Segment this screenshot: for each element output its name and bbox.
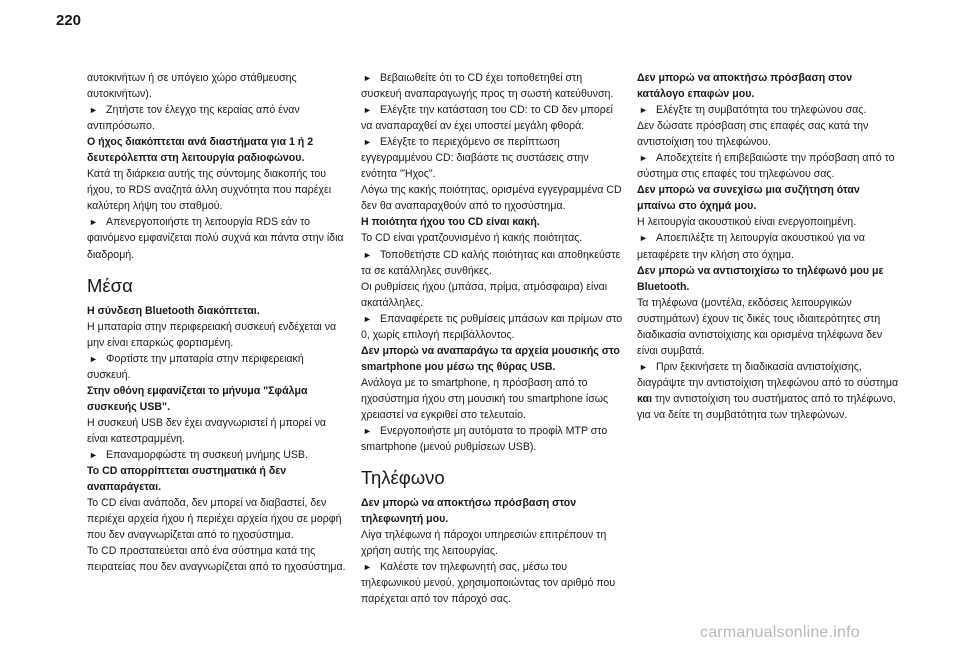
issue-title: Δεν μπορώ να αντιστοιχίσω το τηλέφωνό μου με Bluetooth. (637, 264, 884, 293)
body-text: Δεν δώσατε πρόσβαση στις επαφές σας κατά την αντιστοίχιση του τηλεφώνου. (637, 120, 869, 149)
action-step (361, 70, 623, 102)
arrow-bullet-icon: ► (363, 137, 372, 148)
arrow-bullet-icon: ► (363, 562, 372, 573)
body-text: Η μπαταρία στην περιφερειακή συσκευή ενδέχεται να μην είναι επαρκώς φορτισμένη. (87, 320, 337, 349)
body-text: Τα τηλέφωνα (μοντέλα, εκδόσεις λειτουργικών συστημάτων) έχουν τις δικές τους ιδιαιτερότητες στη διαδικασία αντιστοίχισης και ορισμένα τηλέφωνα δεν είναι συμβατά. (637, 296, 883, 357)
arrow-bullet-icon: ► (89, 353, 98, 364)
action-step (361, 134, 623, 182)
watermark: carmanualsonline.info (700, 624, 860, 641)
action-step (637, 359, 899, 423)
arrow-bullet-icon: ► (89, 449, 98, 460)
arrow-bullet-icon: ► (639, 233, 648, 244)
arrow-bullet-icon: ► (363, 249, 372, 260)
body-text: Το CD προστατεύεται από ένα σύστημα κατά της πειρατείας που δεν αναγνωρίζεται από το ηχοσύστημα. (87, 545, 346, 574)
body-text: Η συσκευή USB δεν έχει αναγνωριστεί ή μπορεί να είναι κατεστραμμένη. (87, 416, 326, 445)
action-step-text: Ενεργοποιήστε μη αυτόματα το προφίλ MTP στο smartphone (μενού ρυθμίσεων USB). (361, 425, 608, 454)
action-step (637, 102, 899, 118)
arrow-bullet-icon: ► (639, 105, 648, 116)
arrow-bullet-icon: ► (639, 361, 648, 372)
issue-title: Δεν μπορώ να συνεχίσω μια συζήτηση όταν μπαίνω στο όχημά μου. (637, 184, 860, 213)
action-step-text: Αποδεχτείτε ή επιβεβαιώστε την πρόσβαση από το σύστημα στις επαφές του τηλεφώνου σας. (637, 152, 895, 181)
issue-title: Στην οθόνη εμφανίζεται το μήνυμα "Σφάλμα συσκευής USB". (87, 384, 308, 413)
action-step-text: Τοποθετήστε CD καλής ποιότητας και αποθηκεύστε τα σε κατάλληλες συνθήκες. (361, 248, 621, 277)
issue-title: Δεν μπορώ να αποκτήσω πρόσβαση στον κατάλογο επαφών μου. (637, 72, 853, 101)
action-step-text: Επαναμορφώστε τη συσκευή μνήμης USB. (106, 448, 308, 461)
column-3 (637, 70, 899, 423)
action-step-text: Βεβαιωθείτε ότι το CD έχει τοποθετηθεί στη συσκευή αναπαραγωγής προς τη σωστή κατεύθυνση. (361, 72, 614, 101)
action-step-text: την αντιστοίχιση του συστήματος από το τηλέφωνο, για να δείτε τη συμβατότητα των τηλεφώνων. (637, 392, 896, 421)
column-1 (87, 70, 349, 575)
action-step-text: Επαναφέρετε τις ρυθμίσεις μπάσων και πρίμων στο 0, χωρίς επιλογή περιβάλλοντος. (361, 312, 623, 341)
column-2 (361, 70, 623, 607)
action-step (87, 351, 349, 383)
issue-title: Δεν μπορώ να αναπαράγω τα αρχεία μουσικής στο smartphone μου μέσω της θύρας USB. (361, 344, 620, 373)
body-text: Λόγω της κακής ποιότητας, ορισμένα εγγεγραμμένα CD δεν θα αναπαραχθούν από το ηχοσύστημα. (361, 184, 622, 213)
action-step (87, 214, 349, 262)
action-step-text: Αποεπιλέξτε τη λειτουργία ακουστικού για να μεταφέρετε την κλήση στο όχημα. (637, 232, 865, 261)
action-step-text: Καλέστε τον τηλεφωνητή σας, μέσω του τηλεφωνικού μενού, χρησιμοποιώντας τον αριθμό που παρέχεται από τον πάροχό σας. (361, 561, 616, 606)
arrow-bullet-icon: ► (363, 105, 372, 116)
body-text: Το CD είναι ανάποδα, δεν μπορεί να διαβαστεί, δεν περιέχει αρχεία ήχου ή περιέχει αρχεία ήχου σε μορφή που δεν αναγνωρίζεται από το ηχοσύστημα. (87, 497, 342, 542)
arrow-bullet-icon: ► (89, 105, 98, 116)
action-step (361, 311, 623, 343)
issue-title: Το CD απορρίπτεται συστηματικά ή δεν αναπαράγεται. (87, 465, 287, 494)
arrow-bullet-icon: ► (363, 313, 372, 324)
issue-title: Η ποιότητα ήχου του CD είναι κακή. (361, 216, 540, 229)
body-text: Κατά τη διάρκεια αυτής της σύντομης διακοπής του ήχου, το RDS αναζητά άλλη συχνότητα που παρέχει καλύτερη λήψη του σταθμού. (87, 168, 332, 213)
issue-title: Ο ήχος διακόπτεται ανά διαστήματα για 1 ή 2 δευτερόλεπτα στη λειτουργία ραδιοφώνου. (87, 136, 314, 165)
body-text: αυτοκινήτων ή σε υπόγειο χώρο στάθμευσης αυτοκινήτων). (87, 72, 297, 101)
arrow-bullet-icon: ► (363, 426, 372, 437)
action-step (361, 102, 623, 134)
action-step (361, 247, 623, 279)
action-step-text: Ζητήστε τον έλεγχο της κεραίας από έναν αντιπρόσωπο. (87, 104, 300, 133)
issue-title: Η σύνδεση Bluetooth διακόπτεται. (87, 304, 260, 317)
issue-title: Δεν μπορώ να αποκτήσω πρόσβαση στον τηλεφωνητή μου. (361, 497, 577, 526)
page-number: 220 (56, 12, 82, 29)
body-text: Η λειτουργία ακουστικού είναι ενεργοποιημένη. (637, 216, 857, 229)
arrow-bullet-icon: ► (639, 153, 648, 164)
action-step (637, 230, 899, 262)
action-step-text: Ελέγξτε το περιεχόμενο σε περίπτωση εγγεγραμμένου CD: διαβάστε τις συστάσεις στην ενότητα "Ήχος". (361, 136, 589, 181)
emphasis-text: και (637, 392, 653, 405)
action-step-text: Ελέγξτε τη συμβατότητα του τηλεφώνου σας. (656, 104, 867, 117)
action-step (361, 559, 623, 607)
body-text: Ανάλογα με το smartphone, η πρόσβαση από το ηχοσύστημα ήχου στη μουσική του smartphone ίσως χρειαστεί να εγκριθεί στο τελευταίο. (361, 376, 609, 421)
body-text: Λίγα τηλέφωνα ή πάροχοι υπηρεσιών επιτρέπουν τη χρήση αυτής της λειτουργίας. (361, 529, 607, 558)
action-step (87, 102, 349, 134)
arrow-bullet-icon: ► (89, 217, 98, 228)
body-text: Το CD είναι γρατζουνισμένο ή κακής ποιότητας. (361, 232, 583, 245)
section-heading: Μέσα (87, 274, 133, 296)
section-heading: Τηλέφωνο (361, 467, 445, 489)
action-step-text: Απενεργοποιήστε τη λειτουργία RDS εάν το φαινόμενο εμφανίζεται πολύ συχνά και πάντα στην ίδια διαδρομή. (87, 216, 344, 261)
action-step (87, 447, 349, 463)
action-step-text: Πριν ξεκινήσετε τη διαδικασία αντιστοίχισης, διαγράψτε την αντιστοίχιση τηλεφώνου από το σύστημα (637, 360, 899, 389)
action-step-text: Ελέγξτε την κατάσταση του CD: το CD δεν μπορεί να αναπαραχθεί αν έχει υποστεί μεγάλη φθορά. (361, 104, 613, 133)
body-text: Οι ρυθμίσεις ήχου (μπάσα, πρίμα, ατμόσφαιρα) είναι ακατάλληλες. (361, 280, 608, 309)
action-step (361, 423, 623, 455)
arrow-bullet-icon: ► (363, 73, 372, 83)
action-step-text: Φορτίστε την μπαταρία στην περιφερειακή συσκευή. (87, 352, 304, 381)
action-step (637, 150, 899, 182)
